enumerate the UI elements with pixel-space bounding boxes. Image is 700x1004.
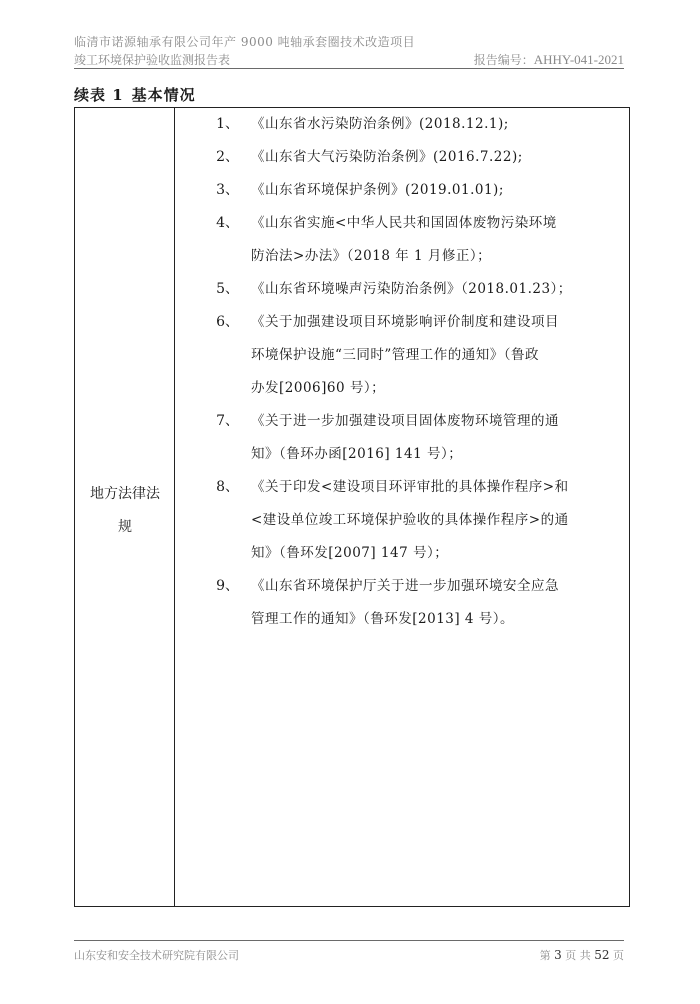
list-item-line: 《山东省环境噪声污染防治条例》（2018.01.23）； bbox=[251, 281, 572, 297]
list-item-line: 《山东省环境保护条例》(2019.01.01); bbox=[251, 182, 504, 198]
table-title bbox=[74, 84, 196, 105]
table-title-prefix: 续表 1 bbox=[74, 86, 124, 104]
list-item-number: 4、 bbox=[216, 215, 239, 231]
list-item-number: 6、 bbox=[216, 314, 239, 330]
list-item bbox=[175, 207, 629, 273]
footer-organization: 山东安和安全技术研究院有限公司 bbox=[74, 949, 239, 962]
list-item bbox=[175, 273, 629, 306]
list-item-line: 《山东省水污染防治条例》(2018.12.1); bbox=[251, 116, 509, 132]
list-item bbox=[175, 471, 629, 570]
list-item-line: 《关于印发<建设项目环评审批的具体操作程序>和 bbox=[251, 479, 569, 495]
page-suffix: 页 bbox=[613, 949, 624, 962]
list-item-text bbox=[251, 306, 611, 405]
row-label-cell bbox=[75, 108, 175, 906]
list-item-text bbox=[251, 174, 611, 207]
list-item-line: 《关于加强建设项目环境影响评价制度和建设项目 bbox=[251, 314, 559, 330]
list-item-line: 管理工作的通知》（鲁环发[2013] 4 号）。 bbox=[251, 611, 515, 627]
list-item bbox=[175, 405, 629, 471]
basic-info-table bbox=[74, 107, 630, 907]
list-item-text bbox=[251, 570, 611, 636]
project-name: 临清市诺源轴承有限公司年产 9000 吨轴承套圈技术改造项目 bbox=[74, 35, 416, 49]
list-item-line: 《山东省环境保护厅关于进一步加强环境安全应急 bbox=[251, 578, 559, 594]
list-item-line: 《山东省实施<中华人民共和国固体废物污染环境 bbox=[251, 215, 557, 231]
report-number-value: AHHY-041-2021 bbox=[533, 52, 624, 67]
regulations-list bbox=[175, 108, 629, 636]
page-mid: 页 共 bbox=[565, 949, 591, 962]
row-label-line-2: 规 bbox=[118, 519, 132, 535]
report-number bbox=[474, 51, 624, 68]
list-item bbox=[175, 570, 629, 636]
list-item-line: 知》（鲁环办函[2016] 141 号）； bbox=[251, 446, 463, 462]
page-number bbox=[540, 947, 624, 963]
page-prefix: 第 bbox=[539, 949, 551, 962]
list-item-number: 8、 bbox=[216, 479, 239, 495]
list-item-text bbox=[251, 207, 611, 273]
report-number-label: 报告编号： bbox=[473, 53, 534, 67]
list-item bbox=[175, 306, 629, 405]
list-item-line: 《山东省大气污染防治条例》(2016.7.22); bbox=[251, 149, 523, 165]
list-item-text bbox=[251, 471, 611, 570]
page-footer bbox=[74, 940, 624, 963]
list-item-number: 3、 bbox=[216, 182, 239, 198]
list-item bbox=[175, 174, 629, 207]
list-item-number: 5、 bbox=[216, 281, 239, 297]
list-item-line: 防治法>办法》（2018 年 1 月修正）； bbox=[251, 248, 492, 264]
list-item-line: <建设单位竣工环境保护验收的具体操作程序>的通 bbox=[251, 512, 569, 528]
page-total: 52 bbox=[594, 948, 610, 962]
list-item-text bbox=[251, 108, 611, 141]
list-item-number: 9、 bbox=[216, 578, 239, 594]
list-item-line: 知》（鲁环发[2007] 147 号）； bbox=[251, 545, 449, 561]
list-item-line: 环境保护设施“三同时”管理工作的通知》（鲁政 bbox=[251, 347, 540, 363]
list-item-number: 1、 bbox=[216, 116, 239, 132]
list-item-text bbox=[251, 141, 611, 174]
page-current: 3 bbox=[554, 948, 562, 962]
row-label-line-1: 地方法律法 bbox=[90, 486, 160, 502]
page-header bbox=[74, 34, 624, 69]
header-row bbox=[74, 50, 624, 69]
list-item-line: 《关于进一步加强建设项目固体废物环境管理的通 bbox=[251, 413, 559, 429]
list-item-number: 2、 bbox=[216, 149, 239, 165]
list-item bbox=[175, 141, 629, 174]
list-item-number: 7、 bbox=[216, 413, 239, 429]
list-item bbox=[175, 108, 629, 141]
table-title-text: 基本情况 bbox=[131, 86, 196, 104]
report-type: 竣工环境保护验收监测报告表 bbox=[74, 53, 231, 67]
row-label bbox=[75, 478, 175, 544]
list-item-text bbox=[251, 405, 611, 471]
list-item-text bbox=[251, 273, 611, 306]
list-item-line: 办发[2006]60 号）； bbox=[251, 380, 386, 396]
